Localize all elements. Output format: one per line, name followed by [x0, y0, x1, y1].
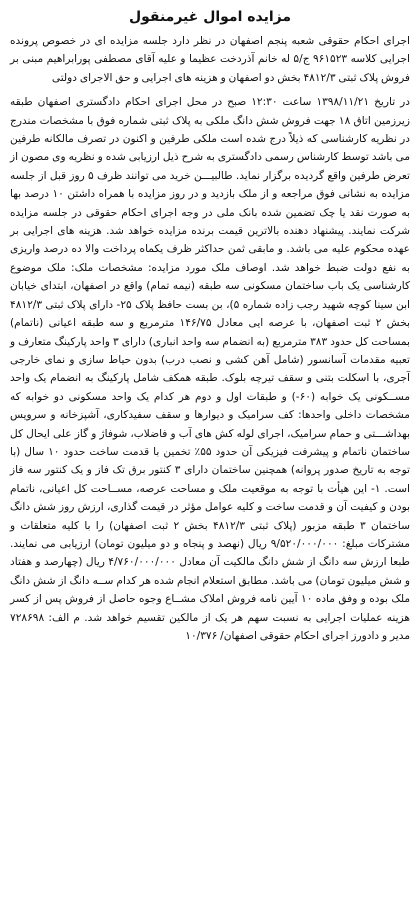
details-paragraph: در تاریخ ۱۳۹۸/۱۱/۲۱ ساعت ۱۲:۳۰ صبح در محل اجرای احکام دادگستری اصفهان طبقه زیرزمین اتاق ۱۸ جهت فروش شش دانگ ملکی به پلاک ثبتی شماره فوق با مشخصات مندرج در نظریه کارشناسی که ذیلاً درج شده است ملکی طرفین و اکنون در تصرف مالکانه طرفین می باشد توسط کارشناس رسمی دادگستری به شرح ذیل ارزیابی شده و نظریه وی مصون از تعرض طرفین واقع گردیده برگزار نماید. طالبیـــن خرید می توانند ظرف ۵ روز قبل از جلسه مزایده به نشانی فوق مراجعه و از ملک بازدید و در روز مزایده با همراه داشتن ۱۰ درصد بها به صورت نقد یا چک تضمین شده بانک ملی در وجه اجرای احکام حقوقی در جلسه مزایده شرکت نمایند. پیشنهاد دهنده بالاترین قیمت برنده مزایده خواهد شد. هزینه های اجرایی بر عهده محکوم علیه می باشد. و مابقی ثمن حداکثر ظرف یکماه پرداخت والا ده درصد واریزی به نفع دولت ضبط خواهد شد. اوصاف ملک مورد مزایده: مشخصات ملک: ملک موضوع کارشناسی یک باب ساختمان مسکونی سه طبقه (نیمه تمام) واقع در اصفهان، ابتدای خیابان ابن سینا کوچه شهید رجب زاده شماره ۵)، بن بست حافظ پلاک ۲۵- دارای پلاک ثبتی ۴۸۱۲/۳ بخش ۲ ثبت اصفهان، با عرصه ایی معادل ۱۴۶/۷۵ مترمربع و سه طبقه اعیانی (ناتمام) بمساحت کل حدود ۳۸۳ مترمربع (به انضمام سه واحد انباری) دارای ۳ واحد پارکینگ متعارف و تعبیه مقدمات آسانسور (شامل آهن کشی و نصب درب) بدون حیاط سازی و نمای خارجی آجری، با اسکلت بتنی و سقف تیرچه بلوک. طبقه همکف شامل پارکینگ به انضمام یک واحد مســکونی یک خوابه (۶۰-) و طبقات اول و دوم هر کدام یک واحد مسکونی دو خوابه که مشخصات داخلی واحدها: کف سرامیک و دیوارها و سقف سفیدکاری، آشپزخانه و سرویس بهداشـــتی و حمام سرامیک، اجرای لوله کش های آب و فاضلاب، شوفاژ و گاز علی ایحال کل ساختمان ناتمام و پیشرفت فیزیکی آن حدود ۵۵٪ تخمین با قدمت ساخت حدود ۱۰ سال (با توجه به تاریخ صدور پروانه) همچنین ساختمان دارای ۳ کنتور برق تک فاز و یک کنتور سه فاز است. ۱- این هیأت با توجه به موقعیت ملک و مساحت عرصه، مســاحت کل اعیانی، ناتمام بودن و کیفیت آن و قدمت ساخت و کلیه عوامل مؤثر در قیمت گذاری، ارزش روز شش دانگ ساختمان ۳ طبقه مزبور (پلاک ثبتی ۴۸۱۲/۳ بخش ۲ ثبت اصفهان) را با کلیه متعلقات و مشترکات مبلغ: ۹/۵۲۰/۰۰۰/۰۰۰ ریال (نهصد و پنجاه و دو میلیون تومان) ارزیابی می نمایند. طبعا ارزش سه دانگ از شش دانگ مالکیت آن معادل ۴/۷۶۰/۰۰۰/۰۰۰ ریال (چهارصد و هفتاد و شش میلیون تومان) می باشد. مطابق استعلام انجام شده هر کدام ســه دانگ از شش دانگ ملک بوده و وفق ماده ۱۰ آیین نامه فروش املاک مشــاع وجوه حاصل از فروش پس از کسر هزینه عملیات اجرایی به نسبت سهم هر یک از مالکین تقسیم خواهد شد. م الف: ۷۲۸۶۹۸ مدیر و دادورز اجرای احکام حقوقی اصفهان/ ۱۰/۳۷۶ — [10, 96, 411, 642]
intro-paragraph: اجرای احکام حقوقی شعبه پنجم اصفهان در نظر دارد جلسه مزایده ای در خصوص پرونده اجرایی کلاسه ۹۶۱۵۲۳ ج/۵ له خانم آذردخت عظیما و علیه آقای مصطفی پورابراهیم مبنی بر فروش پلاک ثبتی ۴۸۱۲/۳ بخش دو اصفهان و هزینه های اجرایی و حق الاجرای دولتی — [10, 35, 410, 84]
notice-title: مزایده اموال غیرمنقول — [128, 9, 292, 25]
